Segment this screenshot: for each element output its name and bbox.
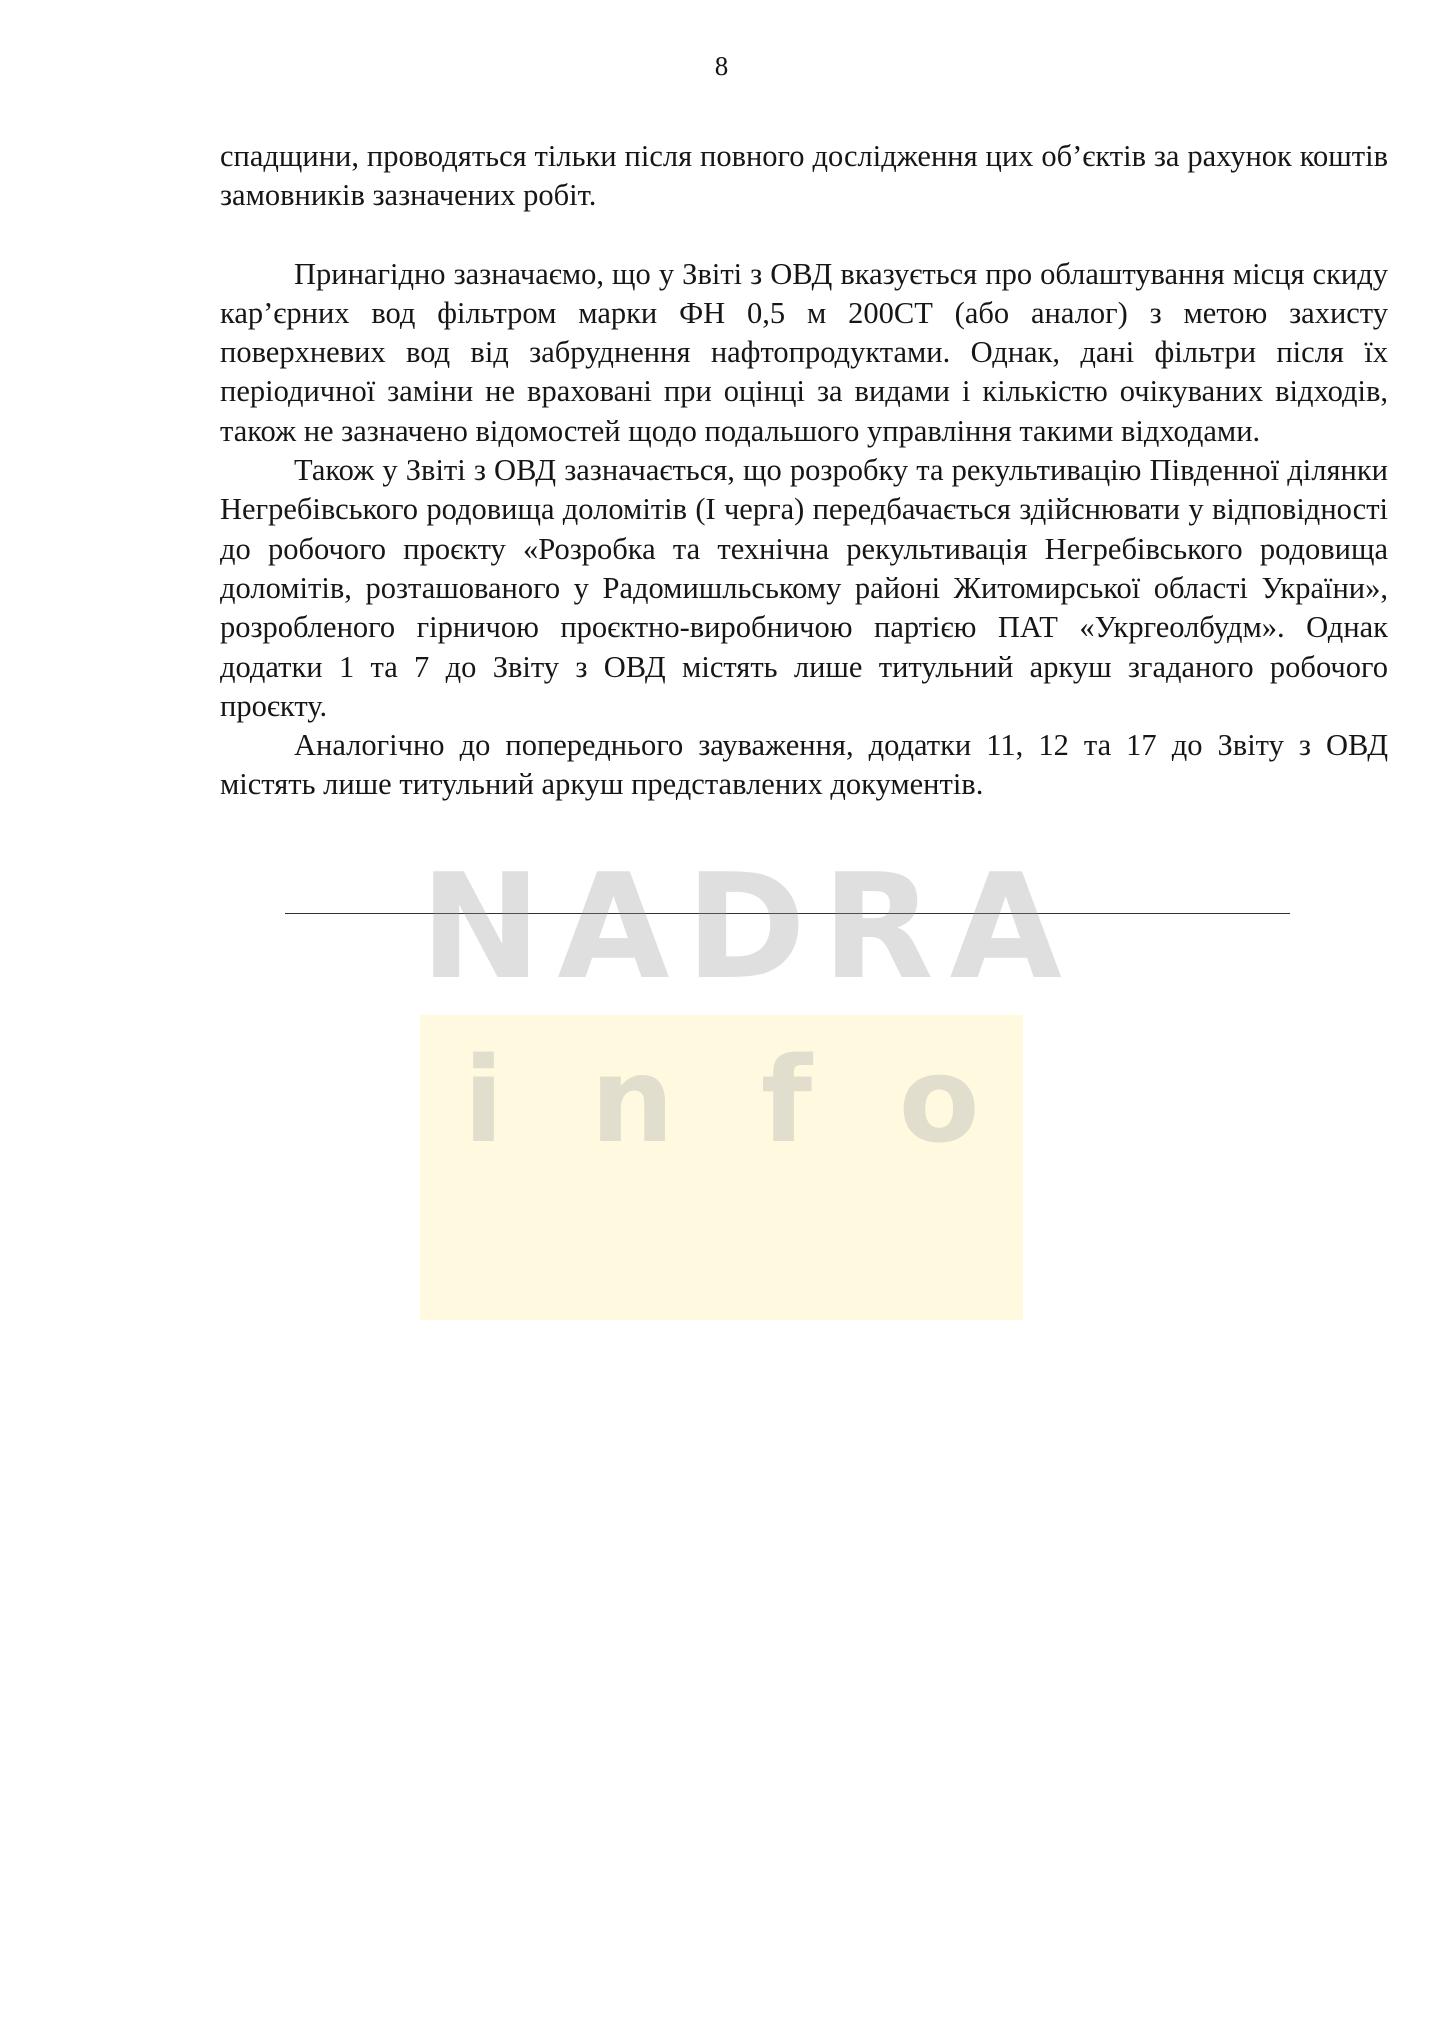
watermark-letter: i [463,1031,504,1169]
paragraph-continuation: спадщини, проводяться тільки після повного дослідження цих об’єктів за рахунок коштів замовників зазначених робіт. [220,139,1388,213]
paragraph-filters: Принагідно зазначаємо, що у Звіті з ОВД вказується про облаштування місця скиду кар’єрних вод фільтром марки ФН 0,5 м 200СТ (або аналог) з метою захисту поверхневих вод від забруднення нафтопродуктами. Однак, дані фільтри після їх періодичної заміни не враховані при оцінці за видами і кількістю очікуваних відходів, також не зазначено відомостей щодо подальшого управління такими відходами. [220,256,1388,448]
watermark-letter: n [590,1031,675,1169]
watermark-logo-title: NADRA [420,843,1078,1012]
paragraph-project: Також у Звіті з ОВД зазначається, що розробку та рекультивацію Південної ділянки Негребівського родовища доломітів (І черга) передбачається здійснювати у відповідності до робочого проєкту «Розробка та технічна рекультивація Негребівського родовища доломітів, розташованого у Радомишльському районі Житомирської області України», розробленого гірничою проєктно-виробничою партією ПАТ «Укргеолбудм». Однак додатки 1 та 7 до Звіту з ОВД містять лише титульний аркуш згаданого робочого проєкту. [220,453,1388,723]
paragraph-appendices: Аналогічно до попереднього зауваження, додатки 11, 12 та 17 до Звіту з ОВД містять лише титульний аркуш представлених документів. [220,728,1388,802]
watermark-letter: o [898,1031,980,1169]
watermark-letter: f [760,1031,813,1169]
page-number: 8 [714,51,729,81]
watermark-logo-subtitle [420,1030,1023,1170]
document-body [220,137,1388,805]
